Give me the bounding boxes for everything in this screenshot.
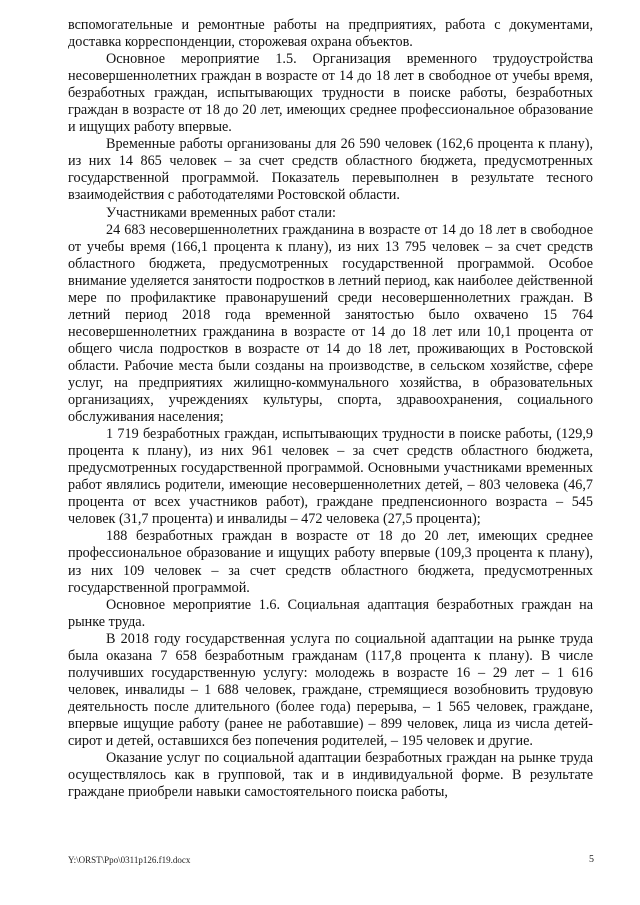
paragraph-measure-1-5: Основное мероприятие 1.5. Организация временного трудоустройства несовершеннолетних граждан в возрасте от 14 до 18 лет в свободное от учебы время, безработных граждан, испытывающих трудности в поиске работы, безработных граждан в возрасте от 18 до 20 лет, имеющих среднее профессиональное образование и ищущих работу впервые.: [68, 51, 593, 136]
paragraph-temporary-works: Временные работы организованы для 26 590 человек (162,6 процента к плану), из них 14 865 человек – за счет средств областного бюджета, предусмотренных государственной программой. Показатель перевыполнен в результате тесного взаимодействия с работодателями Ростовской области.: [68, 136, 593, 204]
paragraph-unemployed-difficulties: 1 719 безработных граждан, испытывающих трудности в поиске работы, (129,9 процента к плану), из них 961 человек – за счет средств областного бюджета, предусмотренных государственной программой. Основными участниками временных работ являлись родители, имеющие несовершеннолетних детей, – 803 человека (46,7 процента от всех участников работ), граждане предпенсионного возраста – 545 человек (31,7 процента) и инвалиды – 472 человека (27,5 процента);: [68, 426, 593, 528]
paragraph-measure-1-6: Основное мероприятие 1.6. Социальная адаптация безработных граждан на рынке труда.: [68, 596, 593, 630]
page-number: 5: [589, 854, 594, 865]
paragraph-continuation: вспомогательные и ремонтные работы на предприятиях, работа с документами, доставка корреспонденции, сторожевая охрана объектов.: [68, 17, 593, 51]
paragraph-adaptation-services: Оказание услуг по социальной адаптации безработных граждан на рынке труда осуществлялось как в групповой, так и в индивидуальной форме. В результате граждане приобрели навыки самостоятельного поиска работы,: [68, 750, 593, 801]
paragraph-social-adaptation-2018: В 2018 году государственная услуга по социальной адаптации на рынке труда была оказана 7 658 безработным гражданам (117,8 процента к плану). В числе получивших государственную услугу: молодежь в возрасте 16 – 29 лет – 1 616 человек, инвалиды – 1 688 человек, граждане, стремящиеся возобновить трудовую деятельность после длительного (более года) перерыва, – 1 565 человек, граждане, впервые ищущие работу (ранее не работавшие) – 899 человек, лица из числа детей-сирот и детей, оставшихся без попечения родителей, – 195 человек и другие.: [68, 630, 593, 749]
paragraph-minors: 24 683 несовершеннолетних гражданина в возрасте от 14 до 18 лет в свободное от учебы время (166,1 процента к плану), из них 13 795 человек – за счет средств областного бюджета, предусмотренных государственной программой. Особое внимание уделяется занятости подростков в летний период, как наиболее действенной мере по профилактике правонарушений среди несовершеннолетних граждан. В летний период 2018 года временной занятостью было охвачено 15 764 несовершеннолетних гражданина в возрасте от 14 до 18 лет или 10,1 процента от общего числа подростков в возрасте от 14 до 18 лет, проживающих в Ростовской области. Рабочие места были созданы на производстве, в сельском хозяйстве, сфере услуг, на предприятиях жилищно-коммунального хозяйства, в образовательных организациях, учреждениях культуры, спорта, здравоохранения, социального обслуживания населения;: [68, 221, 593, 426]
paragraph-young-unemployed: 188 безработных граждан в возрасте от 18 до 20 лет, имеющих среднее профессиональное образование и ищущих работу впервые (109,3 процента к плану), из них 109 человек – за счет средств областного бюджета, предусмотренных государственной программой.: [68, 528, 593, 596]
footer-file-path: Y:\ORST\Ppo\0311p126.f19.docx: [68, 855, 191, 865]
paragraph-participants-intro: Участниками временных работ стали:: [106, 204, 336, 221]
document-body: [68, 17, 593, 801]
